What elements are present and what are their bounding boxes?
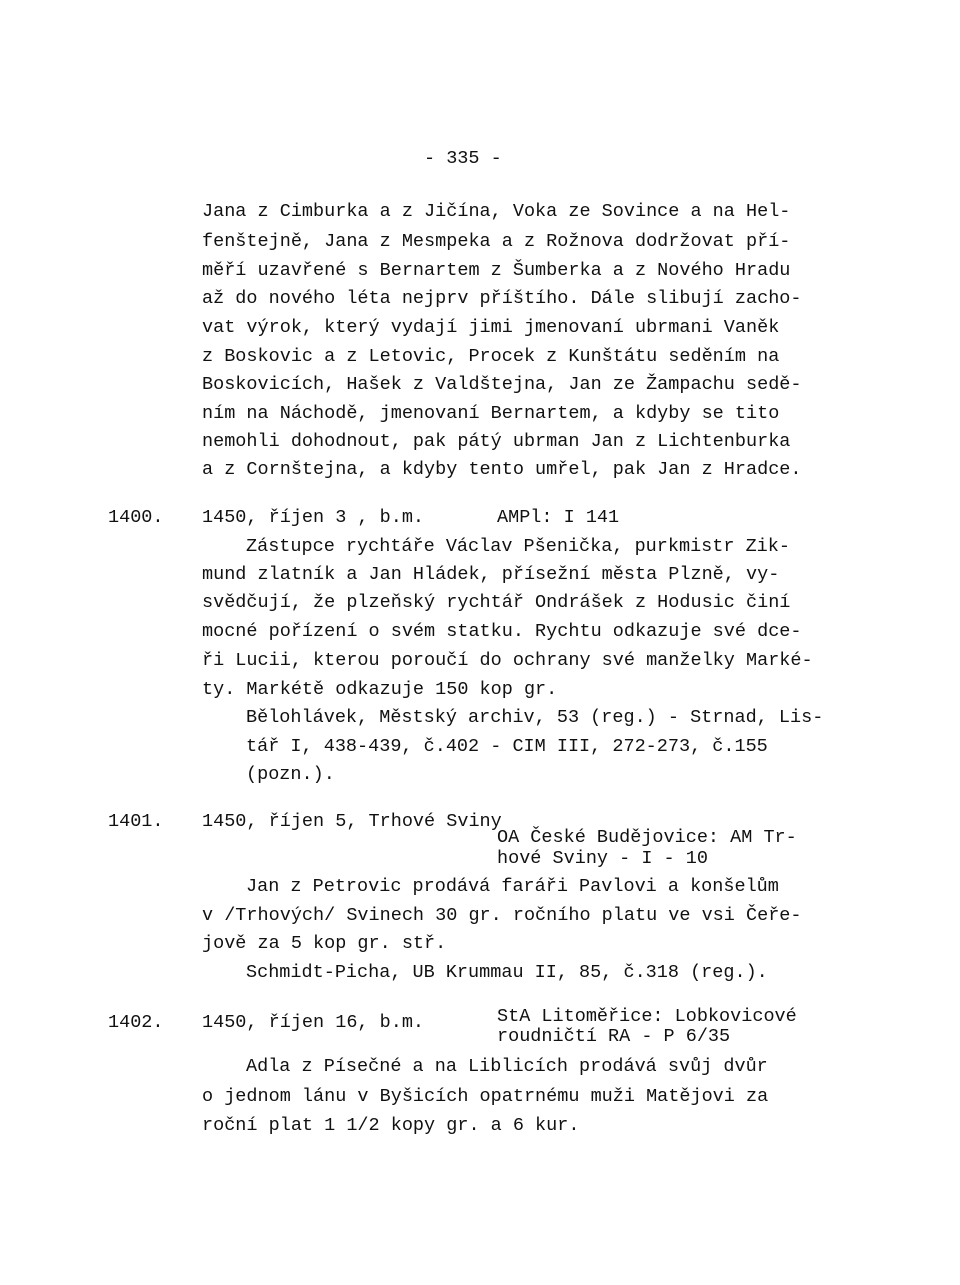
entry-text-line: Jan z Petrovic prodává faráři Pavlovi a konšelům — [246, 876, 779, 897]
entry-text-line: Zástupce rychtáře Václav Pšenička, purkmistr Zik- — [246, 536, 790, 557]
entry-source: roudničtí RA - P 6/35 — [497, 1026, 731, 1047]
intro-line: měří uzavřené s Bernartem z Šumberka a z Nového Hradu — [202, 260, 791, 281]
intro-line: vat výrok, který vydají jimi jmenovaní ubrmani Vaněk — [202, 317, 780, 338]
entry-ref-line: Bělohlávek, Městský archiv, 53 (reg.) - Strnad, Lis- — [246, 707, 824, 728]
entry-text-line: roční plat 1 1/2 kopy gr. a 6 kur. — [202, 1115, 580, 1136]
entry-source: AMPl: I 141 — [497, 507, 620, 528]
entry-number: 1402. — [108, 1012, 164, 1033]
entry-text-line: mocné pořízení o svém statku. Rychtu odkazuje své dce- — [202, 621, 802, 642]
intro-line: Jana z Cimburka a z Jičína, Voka ze Sovince a na Hel- — [202, 201, 791, 222]
intro-line: a z Cornštejna, a kdyby tento umřel, pak Jan z Hradce. — [202, 459, 802, 480]
intro-line: fenštejně, Jana z Mesmpeka a z Rožnova dodržovat pří- — [202, 231, 791, 252]
entry-ref-line: tář I, 438-439, č.402 - CIM III, 272-273, č.155 — [246, 736, 768, 757]
entry-source: hové Sviny - I - 10 — [497, 848, 708, 869]
entry-heading: 1450, říjen 16, b.m. — [202, 1012, 425, 1033]
entry-number: 1401. — [108, 811, 164, 832]
entry-ref-line: (pozn.). — [246, 764, 335, 785]
entry-text-line: ři Lucii, kterou poroučí do ochrany své manželky Marké- — [202, 650, 813, 671]
intro-line: Boskovicích, Hašek z Valdštejna, Jan ze Žampachu sedě- — [202, 374, 802, 395]
entry-number: 1400. — [108, 507, 164, 528]
intro-line: nemohli dohodnout, pak pátý ubrman Jan z Lichtenburka — [202, 431, 791, 452]
entry-source: StA Litoměřice: Lobkovicové — [497, 1006, 797, 1027]
entry-text-line: jově za 5 kop gr. stř. — [202, 933, 447, 954]
entry-text-line: v /Trhových/ Svinech 30 gr. ročního platu ve vsi Čeře- — [202, 905, 802, 926]
entry-text-line: svědčují, že plzeňský rychtář Ondrášek z Hodusic činí — [202, 592, 791, 613]
entry-heading: 1450, říjen 3 , b.m. — [202, 507, 425, 528]
entry-text-line: Adla z Písečné a na Liblicích prodává svůj dvůr — [246, 1056, 768, 1077]
entry-text-line: ty. Markétě odkazuje 150 kop gr. — [202, 679, 558, 700]
entry-text-line: o jednom lánu v Byšicích opatrnému muži Matějovi za — [202, 1086, 769, 1107]
entry-ref-line: Schmidt-Picha, UB Krummau II, 85, č.318 (reg.). — [246, 962, 768, 983]
page-number: - 335 - — [424, 148, 502, 169]
entry-heading: 1450, říjen 5, Trhové Sviny — [202, 811, 502, 832]
entry-source: OA České Budějovice: AM Tr- — [497, 827, 797, 848]
intro-line: až do nového léta nejprv příštího. Dále slibují zacho- — [202, 288, 802, 309]
intro-line: ním na Náchodě, jmenovaní Bernartem, a kdyby se tito — [202, 403, 780, 424]
intro-line: z Boskovic a z Letovic, Procek z Kunštátu seděním na — [202, 346, 780, 367]
entry-text-line: mund zlatník a Jan Hládek, přísežní města Plzně, vy- — [202, 564, 780, 585]
